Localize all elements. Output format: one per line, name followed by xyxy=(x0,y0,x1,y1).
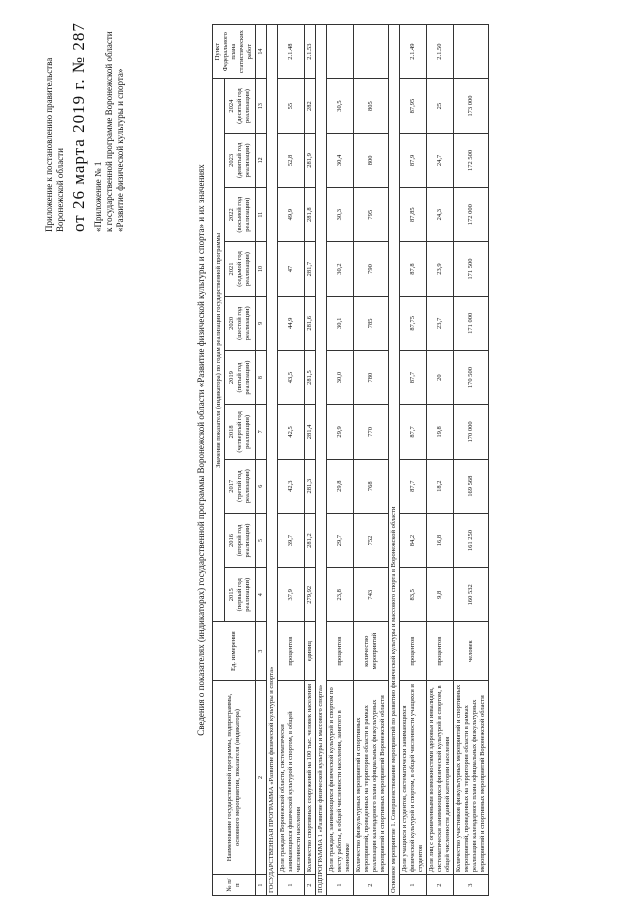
year-label: (третий год реализации) xyxy=(236,469,252,504)
indicator-value: 768 xyxy=(354,459,389,513)
column-number: 12 xyxy=(256,133,267,187)
indicator-value: 87,75 xyxy=(400,296,427,350)
row-number: 1 xyxy=(278,875,305,896)
indicator-value: 29,9 xyxy=(327,405,354,459)
header-line-4: к государственной программе Воронежской области xyxy=(104,31,114,232)
section-subprogram-1 xyxy=(316,25,327,896)
indicator-value: 30,4 xyxy=(327,133,354,187)
col-header-federal: Пункт Федерального плана статистических работ xyxy=(213,25,256,79)
header-date-line: от 26 марта 2019 г. № 287 xyxy=(69,22,88,232)
indicator-unit: человек xyxy=(454,622,489,680)
indicator-value: 281,7 xyxy=(305,242,316,296)
indicator-value: 171 500 xyxy=(454,242,489,296)
indicator-unit: единиц xyxy=(305,622,316,680)
indicator-name: Количество спортивных сооружений на 100 тыс. человек населения xyxy=(305,680,316,874)
column-number: 14 xyxy=(256,25,267,79)
indicator-value: 281,9 xyxy=(305,133,316,187)
indicator-value: 52,8 xyxy=(278,133,305,187)
col-header-num: № п/п xyxy=(213,875,256,896)
indicator-value: 24,3 xyxy=(427,188,454,242)
section-program xyxy=(267,25,278,896)
indicator-value: 170 000 xyxy=(454,405,489,459)
indicator-value: 87,85 xyxy=(400,188,427,242)
year-label: (шестой год реализации) xyxy=(236,306,252,341)
table-row xyxy=(327,25,354,896)
federal-plan-item: 2.1.53 xyxy=(305,25,316,79)
indicator-value: 37,9 xyxy=(278,568,305,622)
indicator-value: 19,8 xyxy=(427,405,454,459)
indicators-table xyxy=(212,24,489,896)
column-number: 8 xyxy=(256,350,267,404)
indicator-value: 770 xyxy=(354,405,389,459)
section-title: Основное мероприятие 1. Совершенствование мероприятий по развитию физической культуры и массового спорта в Воронежской области xyxy=(389,25,400,896)
indicator-value: 49,9 xyxy=(278,188,305,242)
column-number: 3 xyxy=(256,622,267,680)
row-number: 2 xyxy=(305,875,316,896)
indicator-value: 87,9 xyxy=(400,133,427,187)
col-header-values-group: Значения показателя (индикатора) по годам реализации государственной программы xyxy=(213,79,225,622)
federal-plan-item: 2.1.49 xyxy=(400,25,427,79)
federal-plan-item xyxy=(454,25,489,79)
column-number: 10 xyxy=(256,242,267,296)
table-row xyxy=(354,25,389,896)
indicator-value: 9,8 xyxy=(427,568,454,622)
indicator-value: 30,0 xyxy=(327,350,354,404)
indicator-value: 43,5 xyxy=(278,350,305,404)
indicator-unit: процентов xyxy=(400,622,427,680)
year-label: (девятый год реализации) xyxy=(236,142,252,179)
federal-plan-item: 2.1.48 xyxy=(278,25,305,79)
col-header-year xyxy=(225,405,256,459)
indicator-value: 55 xyxy=(278,79,305,133)
indicator-value: 281,5 xyxy=(305,350,316,404)
indicator-value: 83,5 xyxy=(400,568,427,622)
indicator-unit: процентов xyxy=(278,622,305,680)
header-line-5: «Развитие физической культуры и спорта» xyxy=(115,68,125,232)
year-label: (восьмой год реализации) xyxy=(236,196,252,233)
indicator-value: 30,3 xyxy=(327,188,354,242)
indicator-value: 16,8 xyxy=(427,513,454,567)
column-number: 13 xyxy=(256,79,267,133)
year-label: (первый год реализации) xyxy=(236,577,252,612)
indicator-value: 87,95 xyxy=(400,79,427,133)
indicator-value: 47 xyxy=(278,242,305,296)
column-number: 7 xyxy=(256,405,267,459)
year-number: 2016 xyxy=(228,534,236,547)
indicator-value: 281,8 xyxy=(305,188,316,242)
indicator-value: 743 xyxy=(354,568,389,622)
column-numbers-row xyxy=(256,25,267,896)
indicator-value: 18,2 xyxy=(427,459,454,513)
indicator-value: 42,3 xyxy=(278,459,305,513)
col-header-year xyxy=(225,459,256,513)
table-row xyxy=(305,25,316,896)
indicator-value: 800 xyxy=(354,133,389,187)
indicator-value: 20 xyxy=(427,350,454,404)
year-number: 2017 xyxy=(228,479,236,493)
federal-plan-item: 2.1.50 xyxy=(427,25,454,79)
row-number: 1 xyxy=(327,875,354,896)
document-header xyxy=(44,12,126,232)
column-number: 2 xyxy=(256,680,267,874)
row-number: 1 xyxy=(400,875,427,896)
table-row xyxy=(278,25,305,896)
indicator-value: 170 500 xyxy=(454,350,489,404)
col-header-year xyxy=(225,513,256,567)
indicator-value: 25 xyxy=(427,79,454,133)
indicator-name: Доля учащихся и студентов, систематически занимающихся физической культурой и спортом, в общей численности учащихся и студентов xyxy=(400,680,427,874)
indicator-value: 87,7 xyxy=(400,405,427,459)
indicator-value: 281,4 xyxy=(305,405,316,459)
indicator-value: 23,9 xyxy=(427,242,454,296)
table-row xyxy=(400,25,427,896)
indicator-value: 44,9 xyxy=(278,296,305,350)
year-number: 2023 xyxy=(228,153,236,167)
year-number: 2022 xyxy=(228,208,236,222)
year-label: (второй год реализации) xyxy=(236,523,252,558)
indicator-name: Доля лиц с ограниченными возможностями здоровья и инвалидов, систематически занимающихся физической культурой и спортом, в общей численности данной категории населения xyxy=(427,680,454,874)
indicator-value: 87,7 xyxy=(400,459,427,513)
indicator-value: 780 xyxy=(354,350,389,404)
indicator-value: 42,5 xyxy=(278,405,305,459)
col-header-name: Наименование государственной программы, подпрограммы, основного мероприятия, показателя (индикатора) xyxy=(213,680,256,874)
indicator-value: 795 xyxy=(354,188,389,242)
header-line-3: «Приложение № 1 xyxy=(93,161,103,232)
year-number: 2019 xyxy=(228,371,236,385)
table-row xyxy=(454,25,489,896)
row-number: 2 xyxy=(354,875,389,896)
indicator-value: 785 xyxy=(354,296,389,350)
indicator-value: 171 000 xyxy=(454,296,489,350)
indicator-value: 29,7 xyxy=(327,513,354,567)
indicator-value: 281,6 xyxy=(305,296,316,350)
indicator-unit: количество мероприятий xyxy=(354,622,389,680)
indicator-name: Количество физкультурных мероприятий и спортивных мероприятий, проведенных на территории области в рамках реализации календарного плана официальных физкультурных мероприятий и спортивных мероприятий Воронежской области xyxy=(354,680,389,874)
indicator-name: Доля граждан, занимающихся физической культурой и спортом по месту работы, в общей численности населения, занятого в экономике xyxy=(327,680,354,874)
indicator-unit: процентов xyxy=(427,622,454,680)
indicator-value: 84,2 xyxy=(400,513,427,567)
column-number: 1 xyxy=(256,875,267,896)
indicator-value: 805 xyxy=(354,79,389,133)
section-measure-1 xyxy=(389,25,400,896)
year-number: 2024 xyxy=(228,99,236,113)
year-number: 2018 xyxy=(228,425,236,439)
indicator-value: 24,7 xyxy=(427,133,454,187)
column-number: 9 xyxy=(256,296,267,350)
col-header-year xyxy=(225,568,256,622)
indicator-unit: процентов xyxy=(327,622,354,680)
indicator-value: 172 000 xyxy=(454,188,489,242)
year-number: 2020 xyxy=(228,316,236,330)
indicator-value: 30,2 xyxy=(327,242,354,296)
indicator-value: 87,7 xyxy=(400,350,427,404)
col-header-year xyxy=(225,79,256,133)
indicator-value: 279,92 xyxy=(305,568,316,622)
indicator-value: 281,3 xyxy=(305,459,316,513)
column-number: 11 xyxy=(256,188,267,242)
year-label: (десятый год реализации) xyxy=(236,88,252,124)
document-title: Сведения о показателях (индикаторах) государственной программы Воронежской области «Развитие физической культуры и спорта» и их значениях xyxy=(196,164,206,736)
indicator-value: 172 500 xyxy=(454,133,489,187)
table-header-row xyxy=(213,25,225,896)
column-number: 6 xyxy=(256,459,267,513)
indicator-value: 282 xyxy=(305,79,316,133)
indicator-value: 23,8 xyxy=(327,568,354,622)
col-header-year xyxy=(225,242,256,296)
indicator-value: 29,8 xyxy=(327,459,354,513)
col-header-year xyxy=(225,350,256,404)
indicator-value: 169 568 xyxy=(454,459,489,513)
indicator-name: Количество участников физкультурных мероприятий и спортивных мероприятий, проведенных на территории области в рамках реализации календарного плана официальных физкультурных мероприятий и спортивных мероприятий Воронежской области xyxy=(454,680,489,874)
indicator-value: 790 xyxy=(354,242,389,296)
year-number: 2015 xyxy=(228,588,236,602)
col-header-unit: Ед. измерения xyxy=(213,622,256,680)
indicator-value: 23,7 xyxy=(427,296,454,350)
indicator-value: 30,5 xyxy=(327,79,354,133)
indicator-name: Доля граждан Воронежской области, систематически занимающихся физической культурой и спортом, в общей численности населения xyxy=(278,680,305,874)
year-label: (пятый год реализации) xyxy=(236,360,252,395)
col-header-year xyxy=(225,296,256,350)
indicator-value: 87,8 xyxy=(400,242,427,296)
year-label: (седьмой год реализации) xyxy=(236,251,252,287)
year-label: (четвертый год реализации) xyxy=(236,411,252,453)
row-number: 2 xyxy=(427,875,454,896)
row-number: 3 xyxy=(454,875,489,896)
col-header-year xyxy=(225,133,256,187)
header-line-2: Воронежской области xyxy=(55,148,65,232)
year-number: 2021 xyxy=(228,262,236,276)
table-row xyxy=(427,25,454,896)
indicator-value: 30,1 xyxy=(327,296,354,350)
column-number: 4 xyxy=(256,568,267,622)
section-title: ГОСУДАРСТВЕННАЯ ПРОГРАММА «Развитие физической культуры и спорта» xyxy=(267,25,278,896)
federal-plan-item xyxy=(327,25,354,79)
column-number: 5 xyxy=(256,513,267,567)
section-title: ПОДПРОГРАММА 1 «Развитие физической культуры и массового спорта» xyxy=(316,25,327,896)
indicator-value: 39,7 xyxy=(278,513,305,567)
indicator-value: 281,2 xyxy=(305,513,316,567)
federal-plan-item xyxy=(354,25,389,79)
indicator-value: 161 250 xyxy=(454,513,489,567)
indicator-value: 160 532 xyxy=(454,568,489,622)
indicator-value: 752 xyxy=(354,513,389,567)
indicator-value: 173 000 xyxy=(454,79,489,133)
col-header-year xyxy=(225,188,256,242)
header-line-1: Приложение к постановлению правительства xyxy=(44,57,54,232)
